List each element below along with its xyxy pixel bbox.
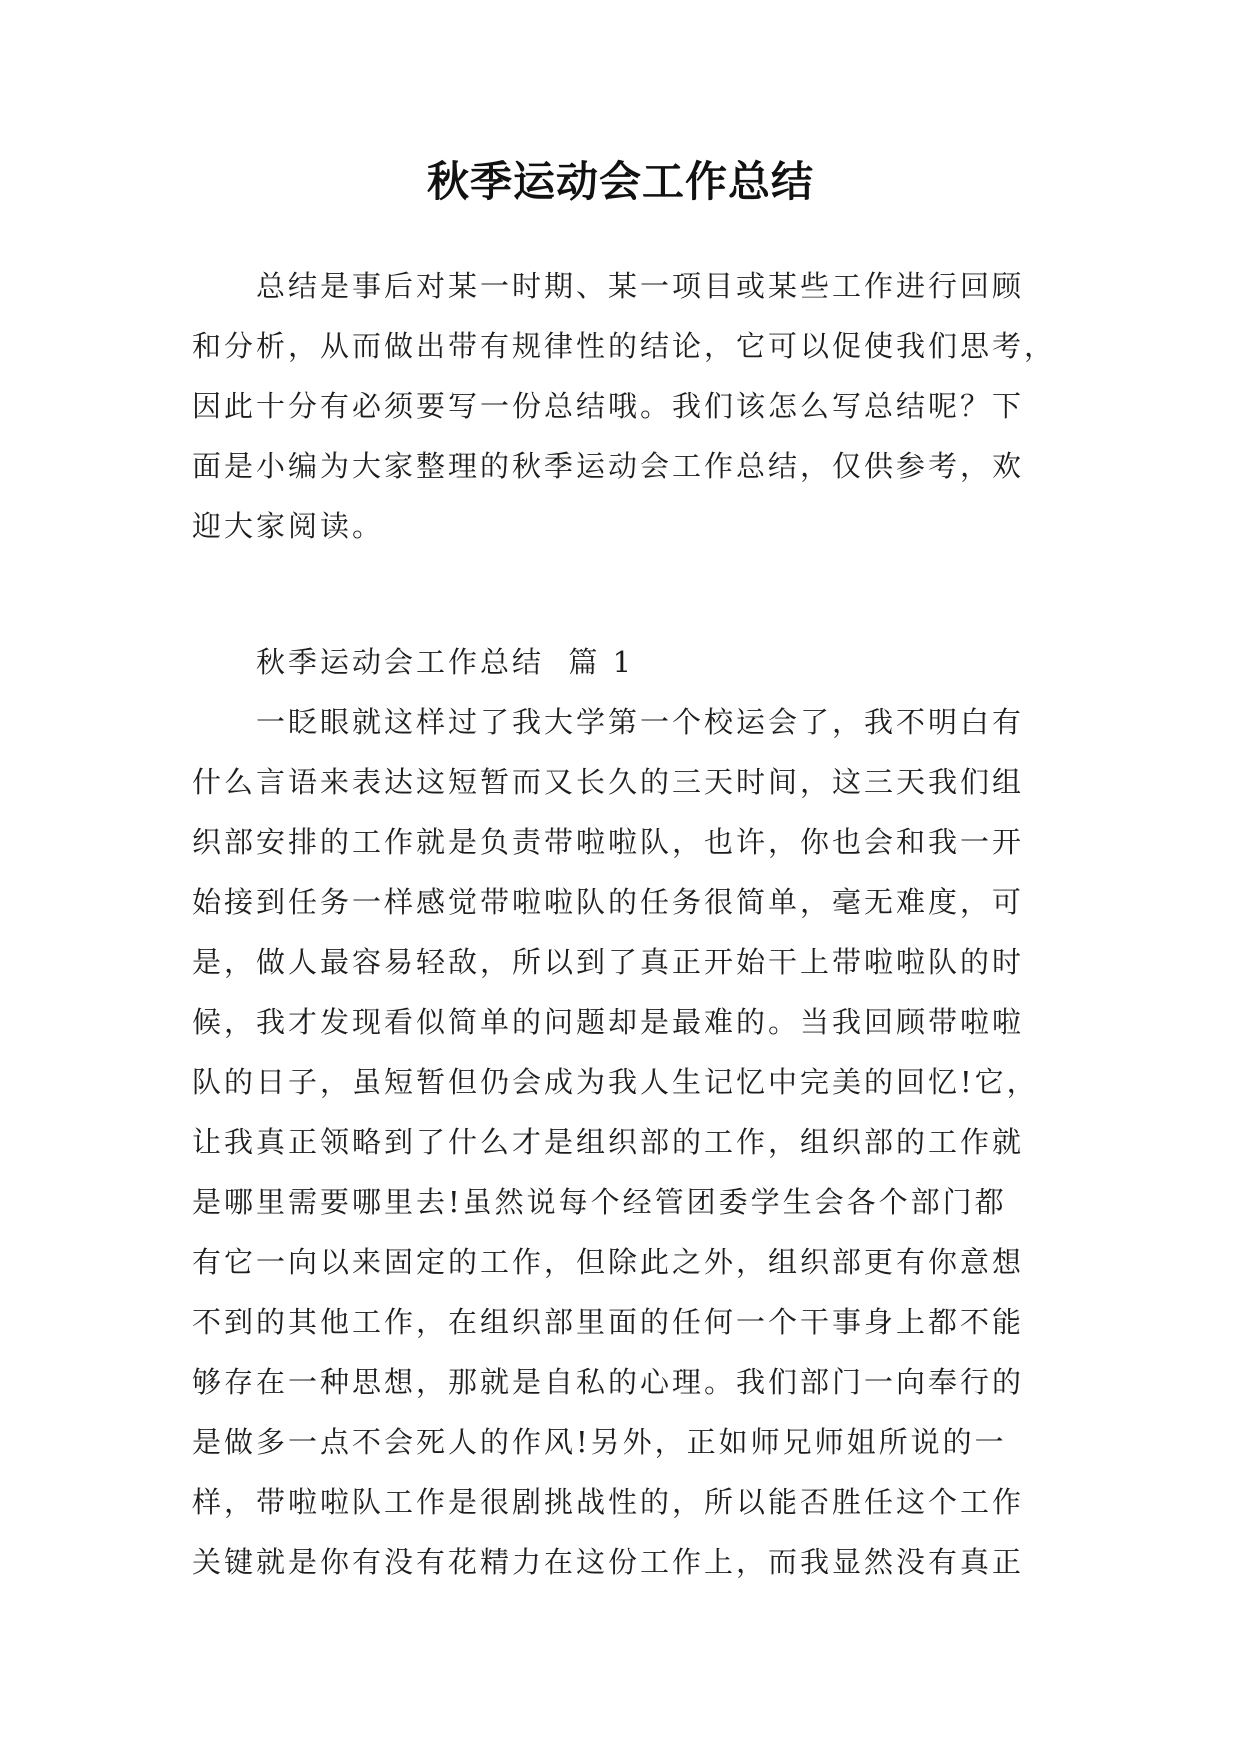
body-line: 始接到任务一样感觉带啦啦队的任务很简单，毫无难度，可: [192, 885, 1025, 919]
body-line: 候，我才发现看似简单的问题却是最难的。当我回顾带啦啦: [192, 1005, 1025, 1039]
body-line: 一眨眼就这样过了我大学第一个校运会了，我不明白有: [256, 705, 1025, 739]
section-heading-block: [192, 632, 1062, 692]
body-line: 队的日子，虽短暂但仍会成为我人生记忆中完美的回忆!它，: [192, 1065, 1039, 1099]
body-line: 样，带啦啦队工作是很剧挑战性的，所以能否胜任这个工作: [192, 1485, 1025, 1519]
body-line: 织部安排的工作就是负责带啦啦队，也许，你也会和我一开: [192, 825, 1025, 859]
body-line: 够存在一种思想，那就是自私的心理。我们部门一向奉行的: [192, 1365, 1025, 1399]
body-line: 让我真正领略到了什么才是组织部的工作，组织部的工作就: [192, 1125, 1025, 1159]
intro-line: 迎大家阅读。: [192, 509, 385, 543]
document-title: 秋季运动会工作总结: [426, 157, 814, 206]
body-paragraph: [192, 692, 1062, 1592]
body-line: 是做多一点不会死人的作风!另外，正如师兄师姐所说的一: [192, 1425, 1007, 1459]
body-line: 什么言语来表达这短暂而又长久的三天时间，这三天我们组: [192, 765, 1025, 799]
section-heading: 秋季运动会工作总结 篇 1: [256, 645, 635, 679]
body-line: 关键就是你有没有花精力在这份工作上，而我显然没有真正: [192, 1545, 1025, 1579]
intro-line: 和分析，从而做出带有规律性的结论，它可以促使我们思考，: [192, 329, 1057, 363]
body-line: 不到的其他工作，在组织部里面的任何一个干事身上都不能: [192, 1305, 1025, 1339]
intro-line: 面是小编为大家整理的秋季运动会工作总结，仅供参考，欢: [192, 449, 1025, 483]
intro-line: 因此十分有必须要写一份总结哦。我们该怎么写总结呢？下: [192, 389, 1025, 423]
body-line: 是，做人最容易轻敌，所以到了真正开始干上带啦啦队的时: [192, 945, 1025, 979]
body-line: 有它一向以来固定的工作，但除此之外，组织部更有你意想: [192, 1245, 1025, 1279]
intro-paragraph: [192, 256, 1062, 556]
intro-line: 总结是事后对某一时期、某一项目或某些工作进行回顾: [256, 269, 1025, 303]
body-line: 是哪里需要哪里去!虽然说每个经管团委学生会各个部门都: [192, 1185, 1007, 1219]
